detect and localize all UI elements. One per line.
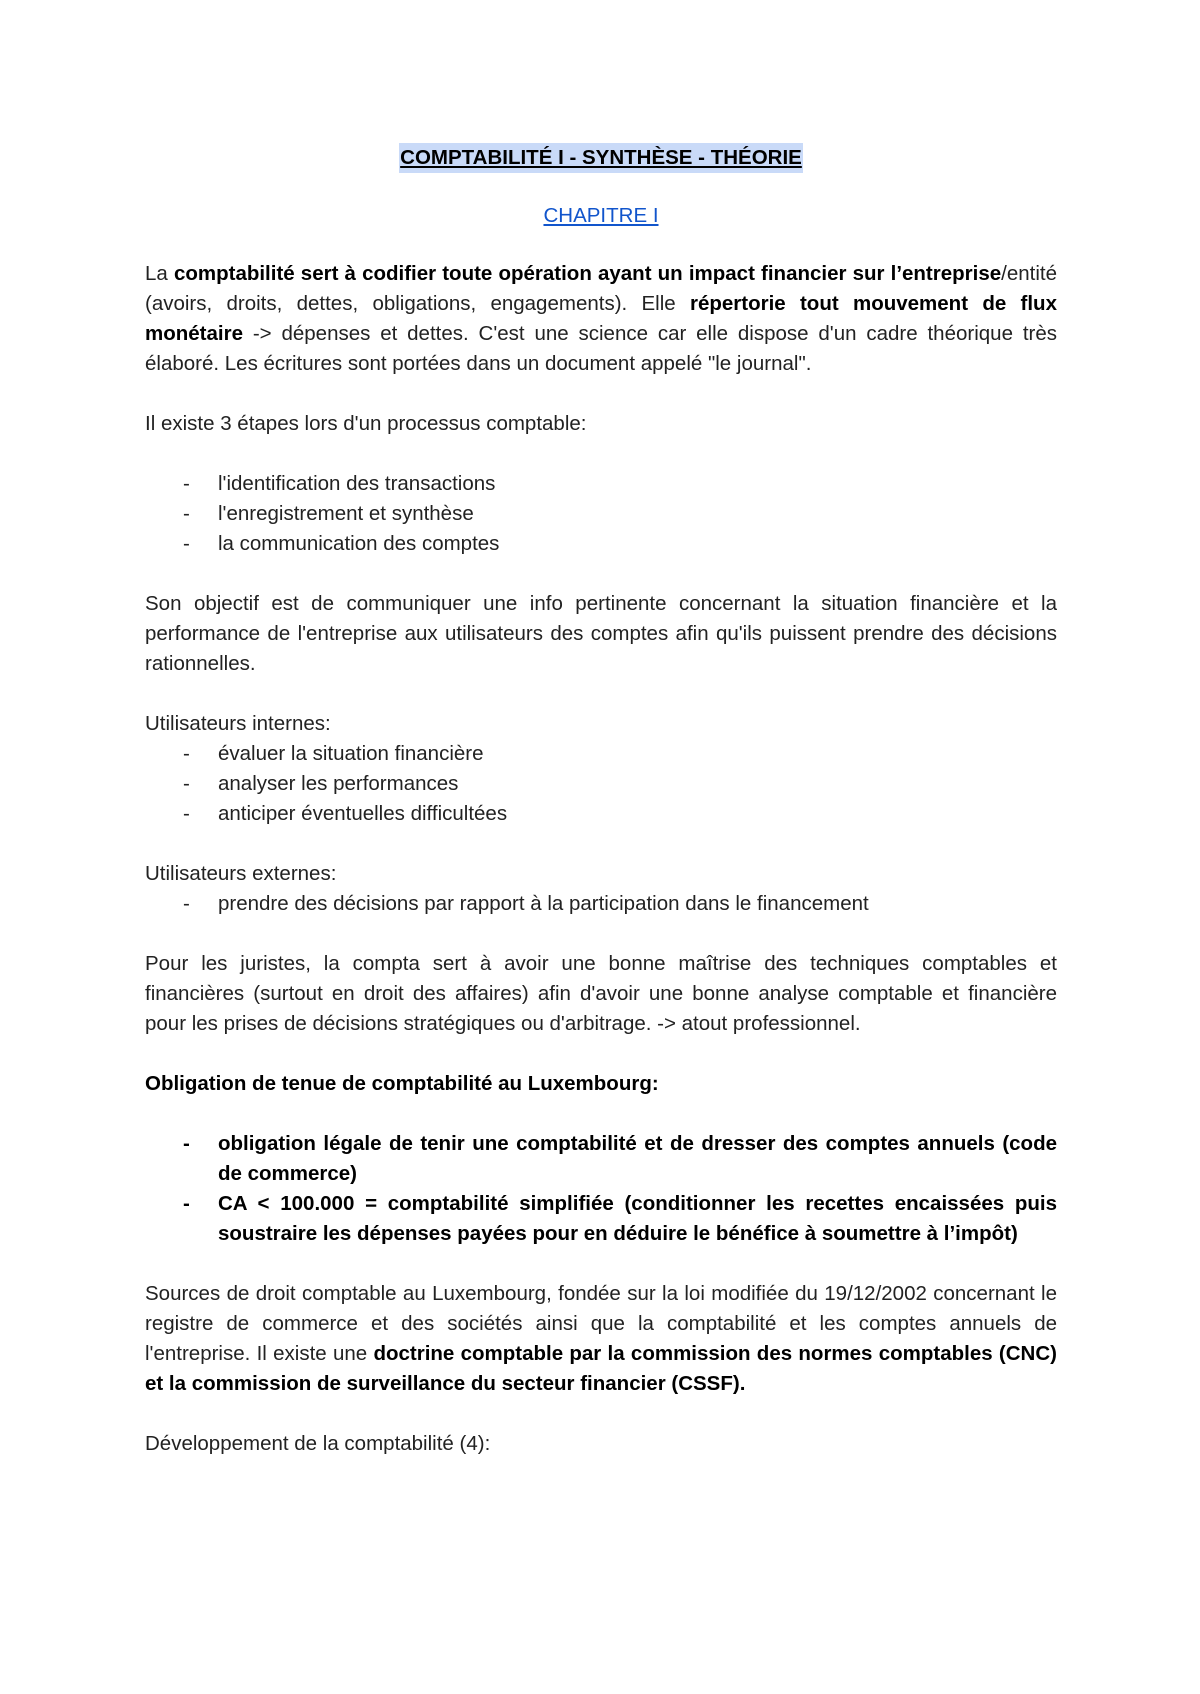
intro-text-1: La (145, 262, 174, 285)
title-block (145, 143, 1057, 173)
list-item: - obligation légale de tenir une comptabilité et de dresser des comptes annuels (code de commerce) (183, 1132, 1057, 1185)
intro-text-2: /entité (avoirs, droits, dettes, obligations, engagements). Elle (145, 262, 1058, 315)
internal-users-label: Utilisateurs internes: (145, 712, 331, 735)
list-item: - analyser les performances (183, 772, 459, 795)
external-users-list (145, 889, 1057, 919)
steps-intro: Il existe 3 étapes lors d'un processus comptable: (145, 412, 587, 435)
intro-paragraph (145, 259, 1057, 379)
development-heading: Développement de la comptabilité (4): (145, 1432, 491, 1455)
steps-list (145, 469, 1057, 559)
objective-paragraph: Son objectif est de communiquer une info pertinente concernant la situation financière et la performance de l'entreprise aux utilisateurs des comptes afin qu'ils puissent prendre des décisions rationnelles. (145, 592, 1057, 675)
page-title: COMPTABILITÉ I - SYNTHÈSE - THÉORIE (399, 143, 803, 173)
list-item: - CA < 100.000 = comptabilité simplifiée (conditionner les recettes encaissées puis soustraire les dépenses payées pour en déduire le bénéfice à soumettre à l’impôt) (183, 1192, 1057, 1245)
list-item: - l'identification des transactions (183, 472, 496, 495)
external-users-label: Utilisateurs externes: (145, 862, 337, 885)
list-item: - l'enregistrement et synthèse (183, 502, 474, 525)
intro-bold-2: répertorie tout mouvement de flux monétaire (145, 292, 1057, 345)
sources-bold: doctrine comptable par la commission des normes comptables (CNC) et la commission de surveillance du secteur financier (CSSF). (145, 1342, 1057, 1395)
list-item: - prendre des décisions par rapport à la participation dans le financement (183, 892, 869, 915)
list-item: - anticiper éventuelles difficultées (183, 802, 508, 825)
list-item: - la communication des comptes (183, 532, 500, 555)
jurists-paragraph: Pour les juristes, la compta sert à avoir une bonne maîtrise des techniques comptables et financières (surtout en droit des affaires) afin d'avoir une bonne analyse comptable et financière pour les prises de décisions stratégiques ou d'arbitrage. -> atout professionnel. (145, 952, 1057, 1035)
internal-users-list (145, 739, 1057, 829)
sources-text: Sources de droit comptable au Luxembourg, fondée sur la loi modifiée du 19/12/2002 concernant le registre de commerce et des sociétés ainsi que la comptabilité et les comptes annuels de l'entreprise. Il existe une (145, 1282, 1057, 1365)
sources-paragraph (145, 1279, 1057, 1399)
obligation-heading: Obligation de tenue de comptabilité au Luxembourg: (145, 1072, 659, 1095)
chapter-heading: CHAPITRE I (543, 204, 659, 227)
intro-bold-1: comptabilité sert à codifier toute opération ayant un impact financier sur l’entreprise (173, 262, 1002, 285)
intro-text-3: -> dépenses et dettes. C'est une science car elle dispose d'un cadre théorique très élaboré. Les écritures sont portées dans un document appelé "le journal". (145, 322, 1057, 375)
chapter-block (145, 201, 1057, 231)
list-item: - évaluer la situation financière (183, 742, 484, 765)
obligation-list (145, 1129, 1057, 1249)
